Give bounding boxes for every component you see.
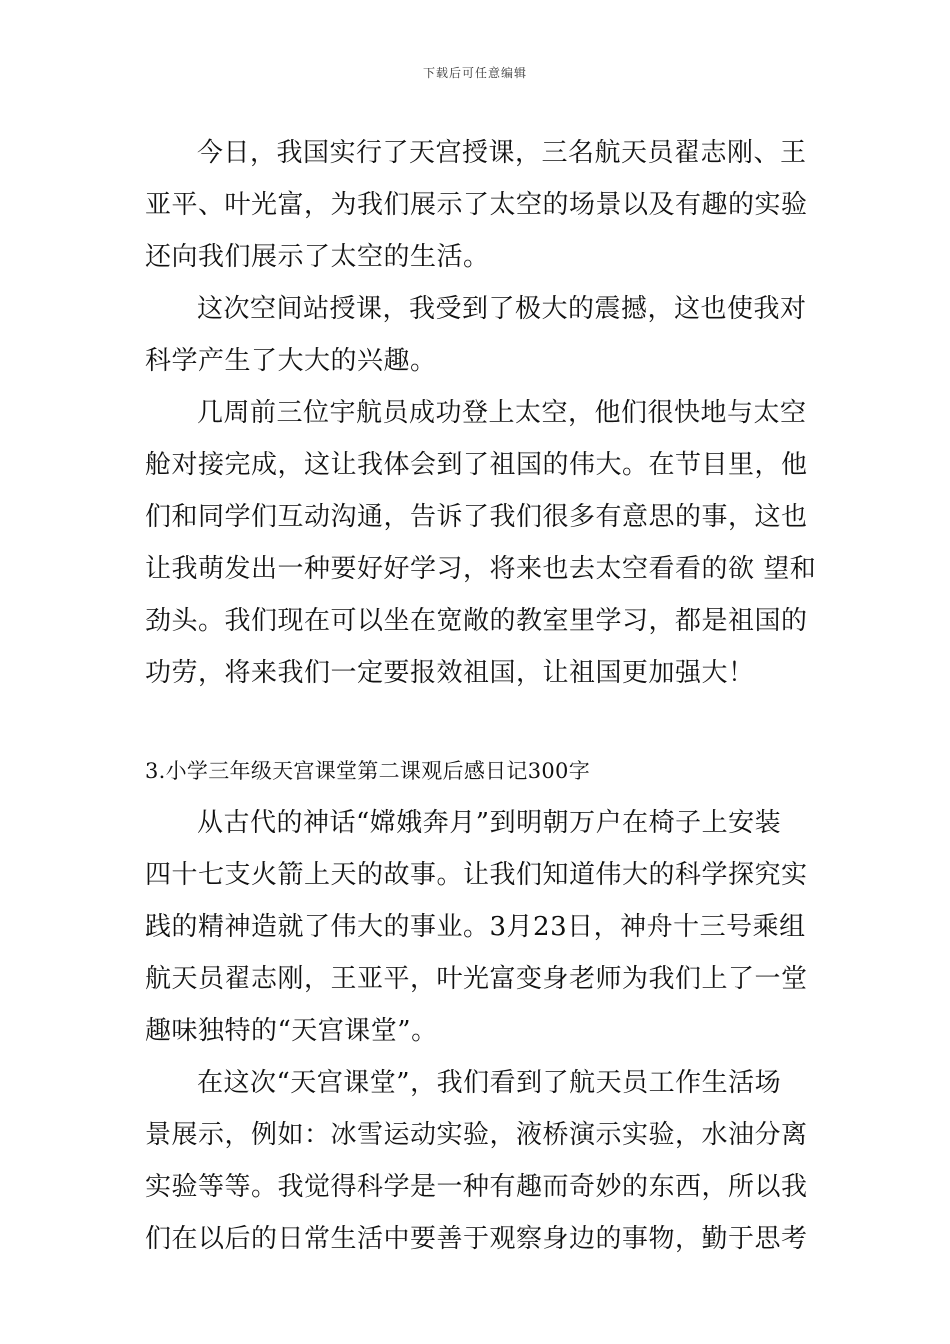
paragraph-line: 亚平、叶光富，为我们展示了太空的场景以及有趣的实验 xyxy=(145,190,808,220)
paragraph-line: 景展示，例如：冰雪运动实验，液桥演示实验，水油分离 xyxy=(145,1120,808,1150)
paragraph-line: 劲头。我们现在可以坐在宽敞的教室里学习，都是祖国的 xyxy=(145,606,808,636)
paragraph-line: 还向我们展示了太空的生活。 xyxy=(145,242,490,272)
paragraph-2 xyxy=(145,283,813,387)
paragraph-line: 实验等等。我觉得科学是一种有趣而奇妙的东西，所以我 xyxy=(145,1172,808,1202)
paragraph-3 xyxy=(145,387,817,699)
paragraph-line: 从古代的神话“嫦娥奔月”到明朝万户在椅子上安装 xyxy=(197,808,782,838)
paragraph-line: 功劳，将来我们一定要报效祖国，让祖国更加强大！ xyxy=(145,658,755,688)
document-body xyxy=(145,127,817,1265)
paragraph-line: 航天员翟志刚，王亚平，叶光富变身老师为我们上了一堂 xyxy=(145,964,808,994)
paragraph-line: 们在以后的日常生活中要善于观察身边的事物，勤于思考 xyxy=(145,1224,808,1254)
section-spacer xyxy=(145,699,813,745)
paragraph-line: 科学产生了大大的兴趣。 xyxy=(145,346,437,376)
paragraph-line: 舱对接完成，这让我体会到了祖国的伟大。在节目里，他 xyxy=(145,450,808,480)
paragraph-4 xyxy=(145,797,813,1057)
paragraph-line: 几周前三位宇航员成功登上太空，他们很快地与太空 xyxy=(197,398,807,428)
paragraph-line: 趣味独特的“天宫课堂”。 xyxy=(145,1016,438,1046)
paragraph-line: 这次空间站授课，我受到了极大的震撼，这也使我对 xyxy=(197,294,807,324)
paragraph-line: 们和同学们互动沟通，告诉了我们很多有意思的事，这也 xyxy=(145,502,808,532)
paragraph-5 xyxy=(145,1057,813,1265)
page-header: 下载后可任意编辑 xyxy=(422,66,527,80)
section-title: 3.小学三年级天宫课堂第二课观后感日记300字 xyxy=(145,759,591,783)
paragraph-line: 在这次“天宫课堂”，我们看到了航天员工作生活场 xyxy=(197,1068,782,1098)
paragraph-1 xyxy=(145,127,813,283)
paragraph-line: 今日，我国实行了天宫授课，三名航天员翟志刚、王 xyxy=(197,138,807,168)
paragraph-line: 践的精神造就了伟大的事业。3月23日，神舟十三号乘组 xyxy=(145,912,806,942)
paragraph-line: 让我萌发出一种要好好学习，将来也去太空看看的欲 望和 xyxy=(145,554,817,584)
paragraph-line: 四十七支火箭上天的故事。让我们知道伟大的科学探究实 xyxy=(145,860,808,890)
